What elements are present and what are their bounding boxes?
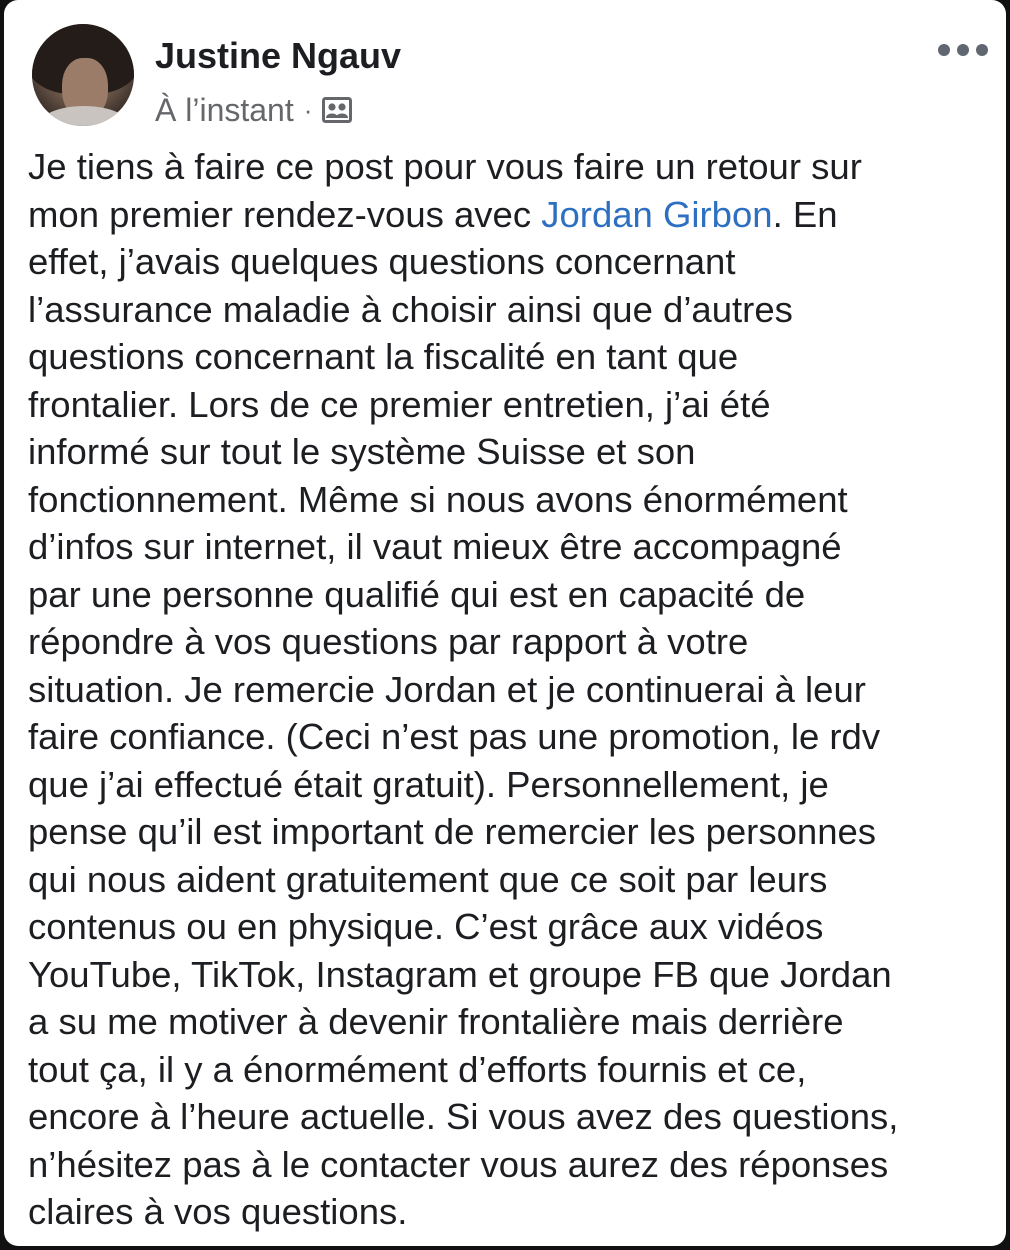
author-name[interactable]: Justine Ngauv	[155, 35, 402, 76]
post-meta	[155, 90, 352, 130]
author-avatar[interactable]	[32, 24, 134, 126]
post-text	[28, 143, 1003, 1236]
more-dot	[938, 44, 950, 56]
post-card	[4, 0, 1006, 1246]
meta-separator: ·	[303, 94, 313, 125]
more-options-icon[interactable]	[938, 38, 988, 62]
post-timestamp[interactable]: À l’instant	[155, 91, 294, 128]
post-text-rest: . En effet, j’avais quelques questions concernant l’assurance maladie à choisir ainsi que d’autres questions concernant la fiscalité en tant que frontalier. Lors de ce premier entretien, j’ai été informé sur tout le système Suisse et son fonctionnement. Même si nous avons énormément d’infos sur internet, il vaut mieux être accompagné par une personne qualifié qui est en capacité de répondre à vos questions par rapport à votre situation. Je remercie Jordan et je continuerai à leur faire confiance. (Ceci n’est pas une promotion, le rdv que j’ai effectué était gratuit). Personnellement, je pense qu’il est important de remercier les personnes qui nous aident gratuitement que ce soit par leurs contenus ou en physique. C’est grâce aux vidéos YouTube, TikTok, Instagram et groupe FB que Jordan a su me motiver à devenir frontalière mais derrière tout ça, il y a énormément d’efforts fournis et ce, encore à l’heure actuelle. Si vous avez des questions, n’hésitez pas à le contacter vous aurez des réponses claires à vos questions.	[28, 193, 899, 1232]
friends-audience-icon[interactable]	[322, 97, 352, 123]
more-dot	[957, 44, 969, 56]
mention-link[interactable]: Jordan Girbon	[541, 193, 773, 235]
more-dot	[976, 44, 988, 56]
post-text-intro: Je tiens à faire ce post pour vous faire un retour sur mon premier rendez-vous avec	[28, 146, 862, 235]
avatar-shoulder	[38, 106, 130, 126]
